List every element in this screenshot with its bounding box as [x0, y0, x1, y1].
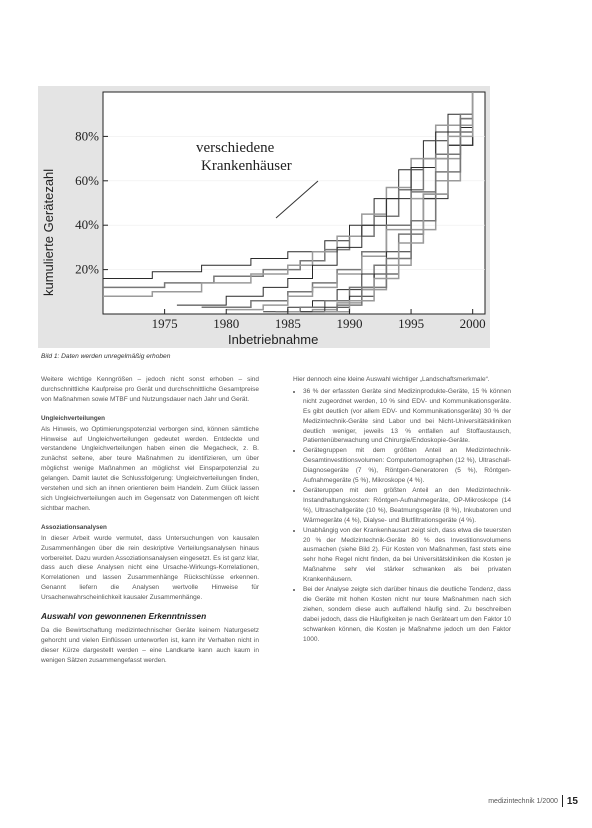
annotation-line-2: Krankenhäuser [201, 158, 292, 174]
x-tick-label: 1975 [151, 316, 178, 331]
journal-name: medizintechnik 1/2000 [488, 797, 558, 805]
list-item: • 36 % der erfassten Geräte sind Medizinprodukte-Geräte, 15 % können nicht zugeordnet werden, 10 % sind EDV- und Kommunikationsgeräte. Es gibt deutlich (vor allem EDV- und Kommunikationsgeräte) 30 % der Medizintechnik-Geräte sind Labor und bei Nicht-Universitätskliniken deutlich weniger, jeweils 13 % entfallen auf Stoffaustausch, Patientenüberwachung und Chirurgie/Endoskopie-Geräte. [303, 387, 511, 446]
section-heading-ungleichverteilungen: Ungleichverteilungen [41, 414, 106, 422]
left-intro-paragraph: Weitere wichtige Kenngrößen – jedoch nicht sonst erhoben – sind durchschnittliche Kaufpreise pro Gerät und durchschnittliche Gesamtpreise von Maßnahmen sowie MTBF und Nutzungsdauer nach Jahr und Gerät. [41, 376, 259, 403]
cumulative-device-chart [38, 86, 490, 348]
section-text-assoziationsanalysen: In dieser Arbeit wurde vermutet, dass Untersuchungen von kausalen Zusammenhängen über die rein deskriptive Verteilungsanalysen hinaus vorbereitet. Dazu wurden Assoziationsanalysen eingesetzt. Es ist ganz klar, dass auch diese Analysen nicht eine Ursache-Wirkungs-Korrelationen, Korrelationen und lassen Zusammenhänge Rückschlüsse erkennen. Genannt liefern die Analysen wertvolle Hinweise für Ursachenwahrscheinlichkeit kausaler Zusammenhänge. [41, 534, 259, 602]
footer-divider [562, 795, 563, 807]
list-item: • Bei der Analyse zeigte sich darüber hinaus die deutliche Tendenz, dass die Geräte mit hohen Kosten nicht nur teure Maßnahmen nach sich ziehen, sondern diese auch auffallend häufig sind. Zu beschreiben dabei jedoch, dass die Häufigkeiten je nach Geräteart um den Faktor 10 schwanken können, die Kosten je Maßnahme jedoch um den Faktor 1000. [303, 585, 511, 644]
section-heading-assoziationsanalysen: Assoziationsanalysen [41, 523, 107, 531]
y-tick-label: 60% [75, 172, 99, 188]
x-axis-label: Inbetriebnahme [228, 332, 319, 347]
y-tick-label: 40% [75, 217, 99, 233]
x-tick-label: 1980 [213, 316, 240, 331]
x-tick-label: 1985 [274, 316, 301, 331]
list-item: • Gerätegruppen mit dem größten Anteil an Medizintechnik-Gesamtinvestitionsvolumen: Computertomographen (12 %), Ultraschall-Diagnosegeräte (7 %), Röntgen-Generatoren (5 %), Röntgen-Aufnahmegeräte (5 %), Mikroskope (4 %). [303, 446, 511, 486]
annotation-line-1: verschiedene [196, 140, 275, 156]
section-text-ungleichverteilungen: Als Hinweis, wo Optimierungspotenzial verborgen sind, können sämtliche Hinweise auf Ungleichverteilungen gedeutet werden. Entdeckte und verstandene Ungleichverteilungen haben einen die Megacheck, z. B. zunächst seltene, aber teure Maßnahmen zu identifizieren, um über möglichst wenige Maßnahmen an möglichst viel Einsparpotenzial zu gelangen. Damit lautet die Schlussfolgerung: Ungleichverteilungen finden, verstehen und sich an ihnen orientieren beim Handeln. Zum Glück lassen sich Ungleichverteilungen auch im Gegensatz von Datenmengen oft leicht sichtbar machen. [41, 425, 259, 512]
list-item: • Unabhängig von der Krankenhausart zeigt sich, dass etwa die teuersten 20 % der Medizintechnik-Geräte 80 % des Investitionsvolumens ausmachen (siehe Bild 2). Für Kosten von Maßnahmen, fast stets eine sehr hohe Regel nicht finden, da bei Universitätskliniken die Kosten je Maßnahme sehr viel stärker schwanken als bei privaten Krankenhäusern. [303, 526, 511, 585]
y-tick-label: 80% [75, 128, 99, 144]
findings-list [293, 387, 511, 645]
plot-area [103, 92, 485, 314]
figure [38, 86, 490, 348]
final-paragraph: Da die Bewirtschaftung medizintechnischer Geräte keinem Naturgesetz gehorcht und vielen Einflüssen unterworfen ist, kann ihr Verhalten nicht in dieser Kürze dargestellt werden – eine Landkarte kann auch kaum in wenigen Sätzen zusammengefasst werden. [41, 626, 259, 664]
x-tick-label: 1990 [336, 316, 363, 331]
figure-caption: Bild 1: Daten werden unregelmäßig erhoben [41, 353, 171, 360]
x-tick-label: 2000 [459, 316, 486, 331]
right-intro-paragraph: Hier dennoch eine kleine Auswahl wichtiger „Landschaftsmerkmale“. [293, 376, 490, 383]
list-item: • Geräteruppen mit dem größten Anteil an den Medizintechnik-Instandhaltungskosten: Röntgen-Aufnahmegeräte, OP-Mikroskope (14 %), Ultraschallgeräte (10 %), Beatmungsgeräte (8 %), Inkubatoren und Wärmegeräte (4 %), Dialyse- und Blutfiltrationsgeräte (4 %). [303, 486, 511, 526]
subheading-erkenntnisse: Auswahl von gewonnenen Erkenntnissen [41, 611, 207, 622]
page-number: 15 [566, 795, 578, 807]
left-column [41, 375, 259, 675]
y-tick-label: 20% [75, 261, 99, 277]
page-footer [488, 795, 578, 807]
x-tick-label: 1995 [398, 316, 425, 331]
right-column [293, 375, 511, 644]
y-axis-label: kumulierte Gerätezahl [41, 168, 56, 296]
